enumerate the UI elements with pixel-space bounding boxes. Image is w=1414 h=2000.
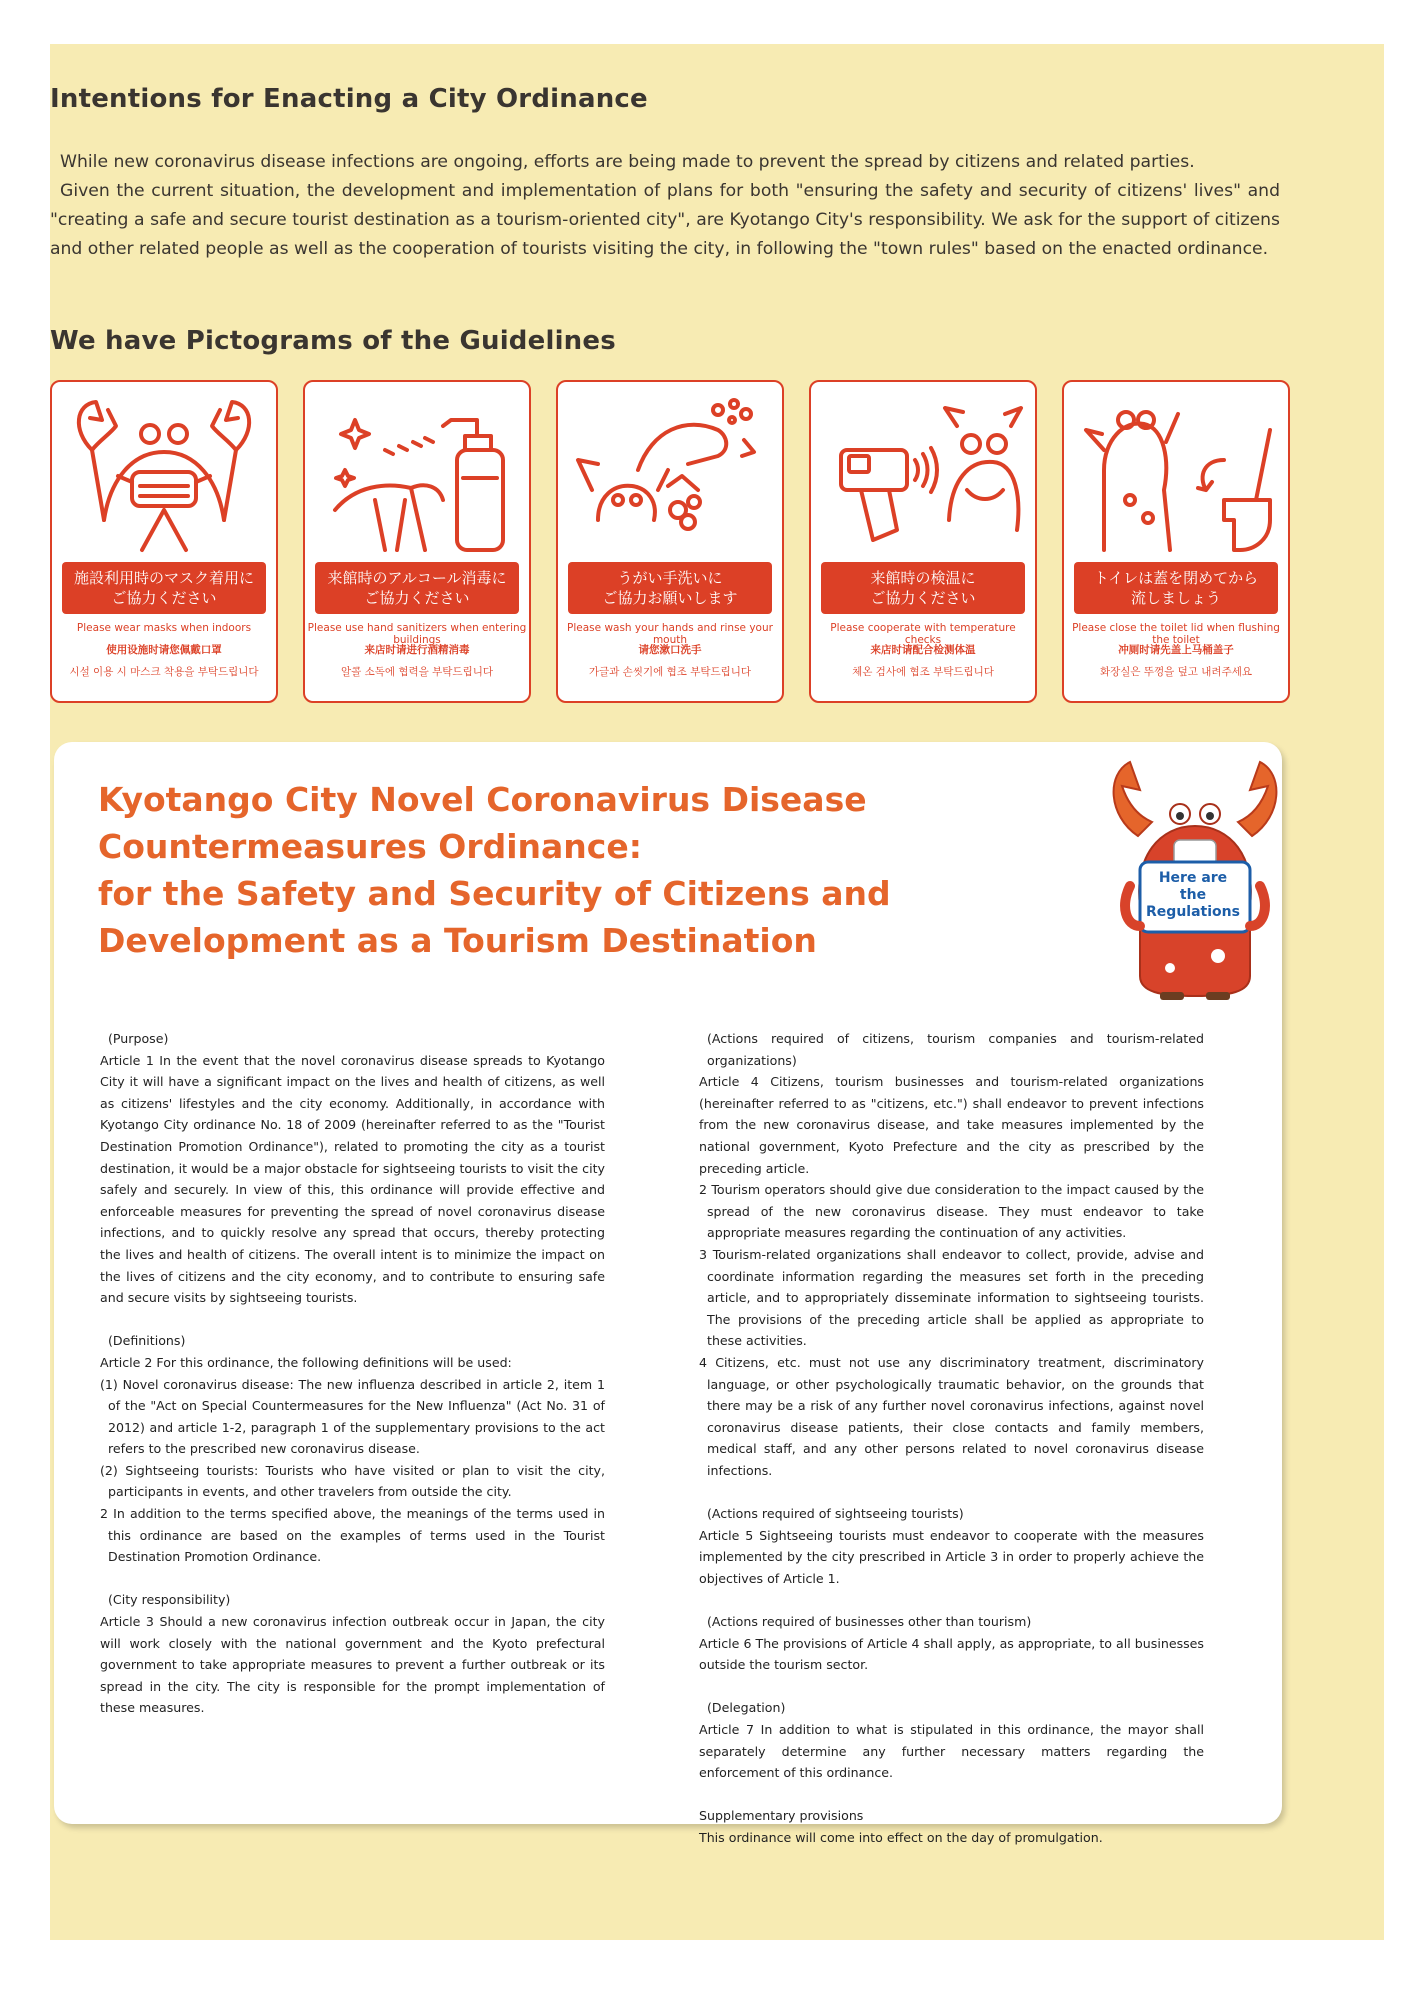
ordinance-right-column: [699, 1028, 1204, 1870]
article-text: Article 4 Citizens, tourism businesses and tourism-related organizations (hereinafter referred to as "citizens, etc.") shall endeavor to prevent infections from the new coronavirus disease, and take measures implemented by the national government, Kyoto Prefecture and the city as prescribed by the preceding article.: [699, 1074, 1204, 1176]
article-text: This ordinance will come into effect on the day of promulgation.: [699, 1829, 1103, 1845]
pictogram-ko-label: 알콜 소독에 협력을 부탁드립니다: [340, 666, 493, 678]
article-text: Article 3 Should a new coronavirus infection outbreak occur in Japan, the city will work closely with the national government and the Kyoto prefectural government to take appropriate measures to prevent a further outbreak or its spread in the city. The city is responsible for the prompt implementation of these measures.: [100, 1614, 605, 1716]
section-heading: (Actions required of sightseeing tourists): [707, 1506, 964, 1522]
article-section: [100, 1589, 605, 1719]
article-text: Article 1 In the event that the novel coronavirus disease spreads to Kyotango City it will have a significant impact on the lives and health of citizens, as well as citizens' lifestyles and the city economy. Additionally, in accordance with Kyotango City ordinance No. 18 of 2009 (hereinafter referred to as the "Tourist Destination Promotion Ordinance"), related to promoting the city as a tourist destination, it would be a major obstacle for sightseeing tourists to visit the city safely and securely. In view of this, this ordinance will provide effective and enforceable measures for preventing the spread of novel coronavirus disease infections, and to quickly resolve any spread that occurs, thereby protecting the lives and health of citizens. The overall intent is to minimize the impact on the lives of citizens and the city economy, and to contribute to ensuring safe and secure visits by sightseeing tourists.: [100, 1052, 605, 1306]
article-text: Article 6 The provisions of Article 4 shall apply, as appropriate, to all businesses outside the tourism sector.: [699, 1635, 1204, 1673]
pictogram-en-label: Please wash your hands and rinse your mouth: [567, 622, 773, 646]
pictogram-temperature: [809, 380, 1037, 703]
pictogram-ko-label: 화장실은 뚜껑을 덮고 내려주세요: [1099, 666, 1252, 678]
ordinance-title-line: for the Safety and Security of Citizens and: [98, 874, 891, 913]
pictogram-jp-label: 来館時のアルコール消毒に ご協力ください: [315, 562, 519, 614]
pictogram-ko-label: 체온 검사에 협조 부탁드립니다: [852, 666, 994, 678]
section-heading: (Definitions): [108, 1333, 186, 1349]
article-section: [100, 1330, 605, 1568]
pictogram-mask: [50, 380, 278, 703]
article-text: Supplementary provisions: [699, 1808, 864, 1824]
pictogram-en-label: Please cooperate with temperature checks: [830, 622, 1016, 646]
pictogram-ko-label: 시설 이용 시 마스크 착용을 부탁드립니다: [69, 666, 259, 678]
intro-paragraph: Given the current situation, the development and implementation of plans for both "ensuring the safety and security of citizens' lives" and "creating a safe and secure tourist destination as a tourism-oriented city", are Kyotango City's responsibility. We ask for the support of citizens and other related people as well as the cooperation of tourists visiting the city, in following the "town rules" based on the enacted ordinance.: [50, 181, 1280, 259]
pictogram-zh-label: 冲厕时请先盖上马桶盖子: [1118, 644, 1234, 656]
crab-mask-icon: [62, 390, 266, 560]
toilet-lid-icon: [1074, 390, 1278, 560]
article-text: 4 Citizens, etc. must not use any discriminatory treatment, discriminatory language, or other psychologically traumatic behavior, on the grounds that there may be a risk of any further novel coronavirus infections, against novel coronavirus disease patients, their close contacts and family members, medical staff, and any other persons related to novel coronavirus disease infections.: [699, 1354, 1204, 1478]
article-text: Article 2 For this ordinance, the following definitions will be used:: [100, 1354, 512, 1370]
pictogram-row: [50, 380, 1290, 707]
intentions-text: [50, 148, 1280, 264]
article-section: [100, 1028, 605, 1309]
pictogram-jp-label: トイレは蓋を閉めてから 流しましょう: [1074, 562, 1278, 614]
section-heading: (Actions required of citizens, tourism companies and tourism-related organizations): [707, 1031, 1204, 1068]
ordinance-title-line: Kyotango City Novel Coronavirus Disease: [98, 780, 867, 819]
pictogram-en-label: Please close the toilet lid when flushing the toilet: [1072, 622, 1280, 646]
section-heading: (Delegation): [707, 1700, 786, 1716]
section-heading: (City responsibility): [108, 1592, 231, 1608]
article-section: [699, 1503, 1204, 1589]
article-text: 3 Tourism-related organizations shall endeavor to collect, provide, advise and coordinate information regarding the measures set forth in the preceding article, and to appropriately disseminate information to sightseeing tourists. The provisions of the preceding article shall be applied as appropriate to these activities.: [699, 1246, 1204, 1349]
hand-sanitizer-icon: [315, 390, 519, 560]
intentions-heading: Intentions for Enacting a City Ordinance: [50, 84, 648, 114]
ordinance-title: [98, 776, 918, 964]
section-heading: (Purpose): [108, 1031, 169, 1046]
supplementary-section: [699, 1805, 1204, 1848]
pictogram-ko-label: 가글과 손씻기에 협조 부탁드립니다: [588, 666, 752, 678]
section-heading: (Actions required of businesses other than tourism): [707, 1614, 1032, 1630]
article-section: [699, 1028, 1204, 1481]
pictogram-handwash: [556, 380, 784, 703]
pictogram-en-label: Please wear masks when indoors: [76, 622, 252, 634]
article-text: Article 7 In addition to what is stipulated in this ordinance, the mayor shall separately determine any further necessary matters regarding the enforcement of this ordinance.: [699, 1722, 1204, 1781]
pictogram-jp-label: 施設利用時のマスク着用に ご協力ください: [62, 562, 266, 614]
pictogram-jp-label: うがい手洗いに ご協力お願いします: [568, 562, 772, 614]
article-text: (2) Sightseeing tourists: Tourists who have visited or plan to visit the city, participants in events, and other travelers from outside the city.: [100, 1462, 605, 1500]
pictogram-sanitizer: [303, 380, 531, 703]
regulations-sign: Here are the Regulations: [1146, 870, 1240, 920]
pictograms-heading: We have Pictograms of the Guidelines: [50, 326, 616, 356]
article-text: 2 In addition to the terms specified above, the meanings of the terms used in this ordinance are based on the examples of terms used in the Tourist Destination Promotion Ordinance.: [100, 1506, 605, 1565]
article-text: 2 Tourism operators should give due consideration to the impact caused by the spread of the new coronavirus disease. They must endeavor to take appropriate measures regarding the continuation of any activities.: [699, 1182, 1204, 1241]
thermometer-icon: [821, 390, 1025, 560]
intro-paragraph: While new coronavirus disease infections are ongoing, efforts are being made to prevent the spread by citizens and related parties.: [60, 152, 1195, 172]
article-text: (1) Novel coronavirus disease: The new influenza described in article 2, item 1 of the "Act on Special Countermeasures for the New Influenza" (Act No. 31 of 2012) and article 1-2, paragraph 1 of the supplementary provisions to the act refers to the prescribed new coronavirus disease.: [100, 1376, 605, 1457]
pictogram-en-label: Please use hand sanitizers when entering buildings: [307, 622, 527, 646]
pictogram-zh-label: 使用设施时请您佩戴口罩: [106, 644, 222, 656]
ordinance-title-line: Countermeasures Ordinance:: [98, 827, 642, 866]
article-section: [699, 1697, 1204, 1783]
article-text: Article 5 Sightseeing tourists must endeavor to cooperate with the measures implemented by the city prescribed in Article 3 in order to properly achieve the objectives of Article 1.: [699, 1527, 1204, 1586]
pictogram-zh-label: 来店时请配合检测体温: [870, 644, 976, 656]
ordinance-title-line: Development as a Tourism Destination: [98, 921, 817, 960]
ordinance-left-column: [100, 1028, 605, 1741]
pictogram-zh-label: 请您漱口洗手: [638, 644, 702, 656]
pictogram-zh-label: 来店时请进行酒精消毒: [364, 644, 470, 656]
article-section: [699, 1611, 1204, 1676]
pictogram-jp-label: 来館時の検温に ご協力ください: [821, 562, 1025, 614]
pictogram-toilet: [1062, 380, 1290, 703]
handwash-gargle-icon: [568, 390, 772, 560]
ordinance-panel: [54, 742, 1282, 1845]
